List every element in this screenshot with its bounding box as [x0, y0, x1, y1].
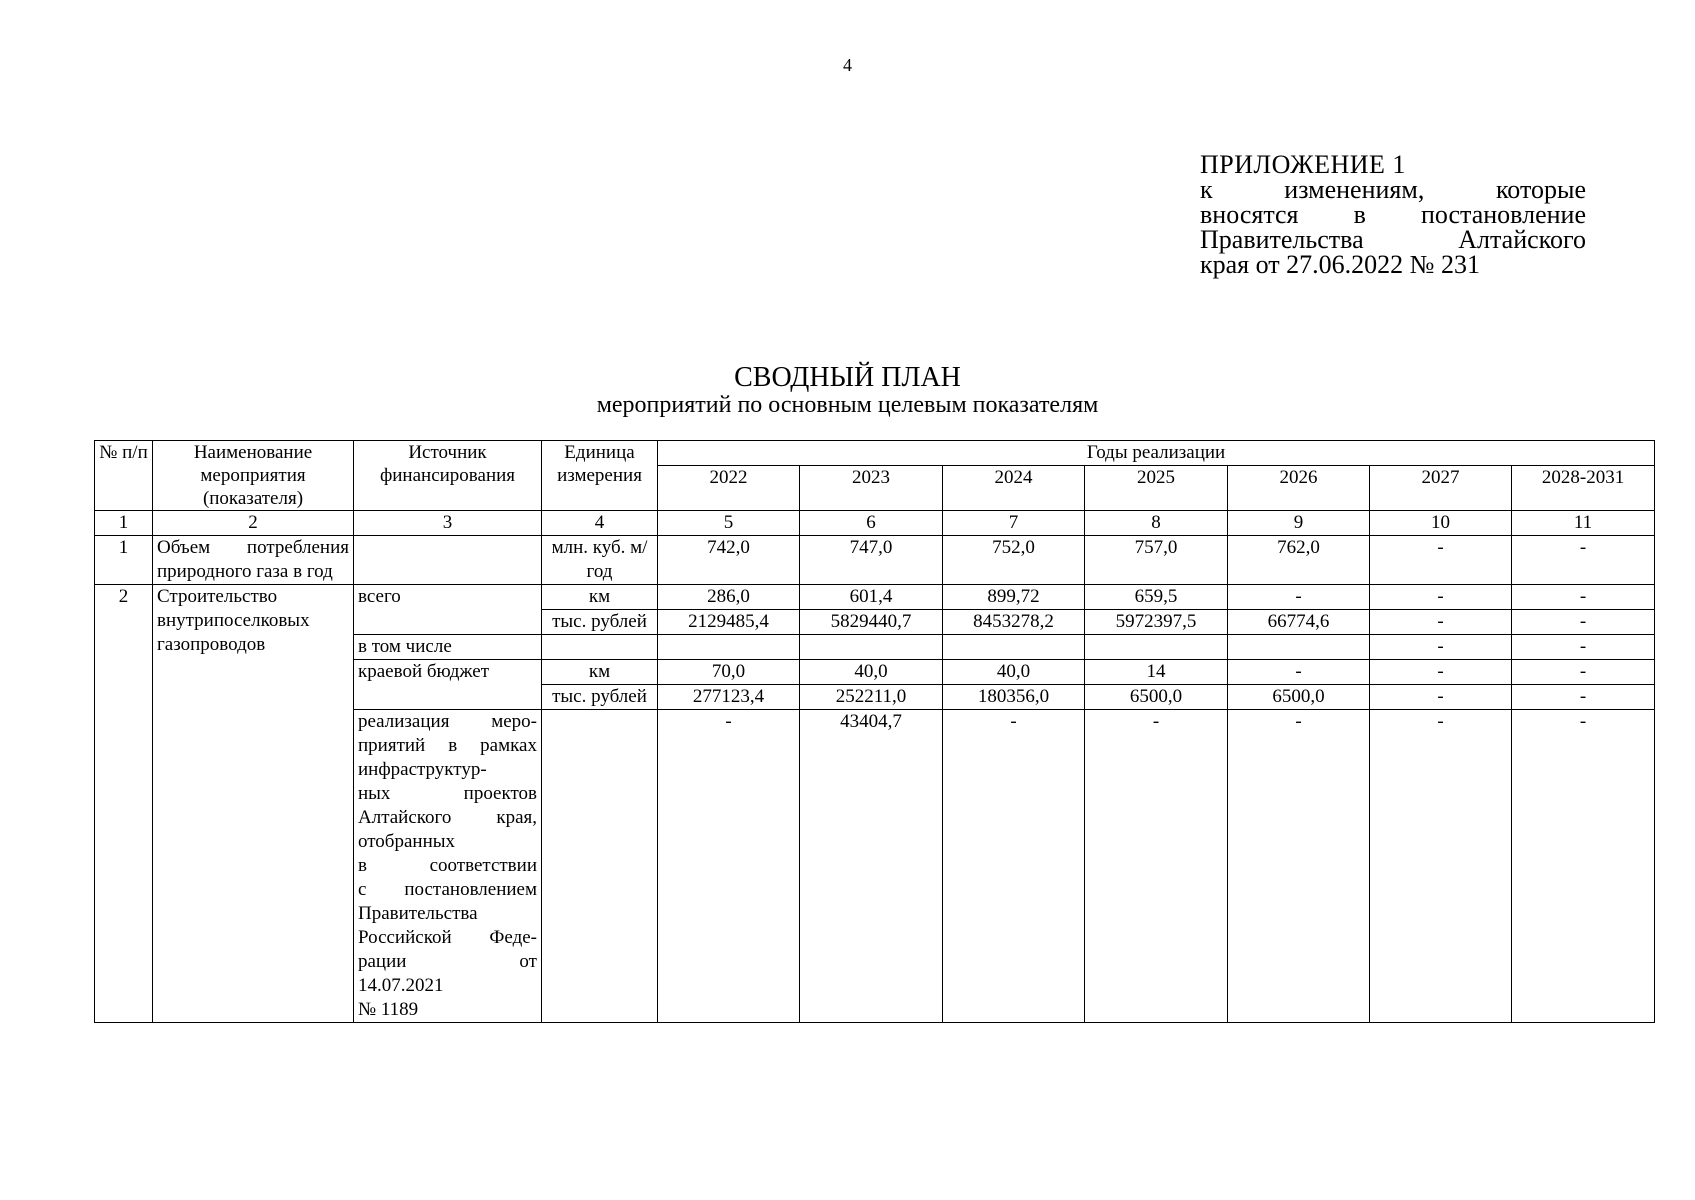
- value-cell: 286,0: [658, 585, 800, 610]
- source-text-line: 14.07.2021: [358, 975, 444, 996]
- row-unit: [542, 635, 658, 660]
- value-cell: 5972397,5: [1085, 610, 1228, 635]
- value-cell: -: [1512, 660, 1655, 685]
- column-number-row: [95, 511, 1655, 536]
- value-cell: 752,0: [943, 536, 1085, 585]
- value-cell: 40,0: [943, 660, 1085, 685]
- table-row-construction-total-km: [95, 585, 1655, 610]
- column-number: 1: [95, 511, 153, 536]
- value-cell: 8453278,2: [943, 610, 1085, 635]
- column-number: 4: [542, 511, 658, 536]
- value-cell: 747,0: [800, 536, 943, 585]
- value-cell: 2129485,4: [658, 610, 800, 635]
- header-year: 2024: [943, 466, 1085, 511]
- header-years-group: Годы реализации: [658, 441, 1655, 466]
- row-name: Объем потребления природного газа в год: [153, 536, 354, 585]
- header-year: 2028-2031: [1512, 466, 1655, 511]
- value-cell: [1085, 635, 1228, 660]
- document-title: СВОДНЫЙ ПЛАН: [734, 362, 961, 393]
- value-cell: -: [1512, 536, 1655, 585]
- value-cell: -: [1370, 635, 1512, 660]
- value-cell: [1228, 635, 1370, 660]
- source-text-line: № 1189: [358, 999, 419, 1020]
- row-source: [354, 536, 542, 585]
- value-cell: [943, 635, 1085, 660]
- appendix-line-2: вносятся в постановление: [1200, 200, 1586, 229]
- value-cell: 742,0: [658, 536, 800, 585]
- value-cell: -: [1370, 685, 1512, 710]
- value-cell: -: [1085, 710, 1228, 1023]
- header-num: № п/п: [95, 441, 153, 511]
- source-text-line: Правительства: [358, 903, 478, 924]
- row-source-infrastructure: [354, 710, 542, 1023]
- document-subtitle: мероприятий по основным целевым показателям: [596, 392, 1099, 418]
- value-cell: 180356,0: [943, 685, 1085, 710]
- value-cell: 40,0: [800, 660, 943, 685]
- row-unit: тыс. рублей: [542, 685, 658, 710]
- appendix-line-3: Правительства Алтайского: [1200, 225, 1586, 254]
- source-text-line: инфраструктур-: [358, 759, 487, 780]
- value-cell: 70,0: [658, 660, 800, 685]
- appendix-block: [1200, 152, 1586, 277]
- source-text-line: реализация меро-: [358, 711, 537, 732]
- appendix-title: ПРИЛОЖЕНИЕ 1: [1200, 150, 1406, 179]
- source-text-line: в соответствии: [358, 855, 537, 876]
- value-cell: [658, 635, 800, 660]
- row-number: 1: [95, 536, 153, 585]
- value-cell: 6500,0: [1085, 685, 1228, 710]
- value-cell: 43404,7: [800, 710, 943, 1023]
- row-name: Строительство внутрипоселковых газопроводов: [153, 585, 354, 1023]
- value-cell: [800, 635, 943, 660]
- value-cell: -: [1512, 685, 1655, 710]
- column-number: 9: [1228, 511, 1370, 536]
- column-number: 8: [1085, 511, 1228, 536]
- source-text-line: отобранных: [358, 831, 456, 852]
- row-source-including: в том числе: [354, 635, 542, 660]
- column-number: 10: [1370, 511, 1512, 536]
- value-cell: 757,0: [1085, 536, 1228, 585]
- value-cell: -: [1512, 610, 1655, 635]
- column-number: 6: [800, 511, 943, 536]
- summary-plan-table: [94, 440, 1655, 1023]
- row-unit: [542, 710, 658, 1023]
- value-cell: 5829440,7: [800, 610, 943, 635]
- row-unit: км: [542, 660, 658, 685]
- column-number: 2: [153, 511, 354, 536]
- page-number: 4: [843, 55, 852, 75]
- header-source: Источник финансирования: [354, 441, 542, 511]
- value-cell: -: [1370, 536, 1512, 585]
- value-cell: 6500,0: [1228, 685, 1370, 710]
- column-number: 5: [658, 511, 800, 536]
- value-cell: -: [1370, 710, 1512, 1023]
- value-cell: -: [943, 710, 1085, 1023]
- value-cell: -: [1512, 585, 1655, 610]
- value-cell: 66774,6: [1228, 610, 1370, 635]
- value-cell: 252211,0: [800, 685, 943, 710]
- row-unit: км: [542, 585, 658, 610]
- value-cell: -: [1228, 585, 1370, 610]
- value-cell: -: [1512, 635, 1655, 660]
- row-source-total: всего: [354, 585, 542, 635]
- header-year: 2027: [1370, 466, 1512, 511]
- value-cell: -: [1370, 660, 1512, 685]
- source-text-line: ных проектов: [358, 783, 537, 804]
- value-cell: -: [658, 710, 800, 1023]
- header-year: 2022: [658, 466, 800, 511]
- appendix-line-1: к изменениям, которые: [1200, 175, 1586, 204]
- value-cell: 601,4: [800, 585, 943, 610]
- appendix-line-4: края от 27.06.2022 № 231: [1200, 250, 1480, 279]
- value-cell: 14: [1085, 660, 1228, 685]
- source-text-line: Алтайского края,: [358, 807, 537, 828]
- row-unit: тыс. рублей: [542, 610, 658, 635]
- value-cell: -: [1370, 610, 1512, 635]
- header-year: 2023: [800, 466, 943, 511]
- source-text-line: рации от: [358, 951, 537, 972]
- header-unit: Единица измерения: [542, 441, 658, 511]
- value-cell: -: [1228, 710, 1370, 1023]
- source-text-line: приятий в рамках: [358, 735, 537, 756]
- header-row: [95, 441, 1655, 466]
- row-source-regional: краевой бюджет: [354, 660, 542, 710]
- value-cell: -: [1370, 585, 1512, 610]
- column-number: 3: [354, 511, 542, 536]
- header-name: Наименование мероприятия (показателя): [153, 441, 354, 511]
- value-cell: 659,5: [1085, 585, 1228, 610]
- column-number: 11: [1512, 511, 1655, 536]
- row-unit: млн. куб. м/год: [542, 536, 658, 585]
- column-number: 7: [943, 511, 1085, 536]
- source-text-line: Российской Феде-: [358, 927, 537, 948]
- value-cell: 899,72: [943, 585, 1085, 610]
- value-cell: -: [1512, 710, 1655, 1023]
- source-text-line: с постановлением: [358, 879, 537, 900]
- header-year: 2025: [1085, 466, 1228, 511]
- header-year: 2026: [1228, 466, 1370, 511]
- value-cell: 277123,4: [658, 685, 800, 710]
- table-row-gas-consumption: [95, 536, 1655, 585]
- value-cell: 762,0: [1228, 536, 1370, 585]
- value-cell: -: [1228, 660, 1370, 685]
- row-number: 2: [95, 585, 153, 1023]
